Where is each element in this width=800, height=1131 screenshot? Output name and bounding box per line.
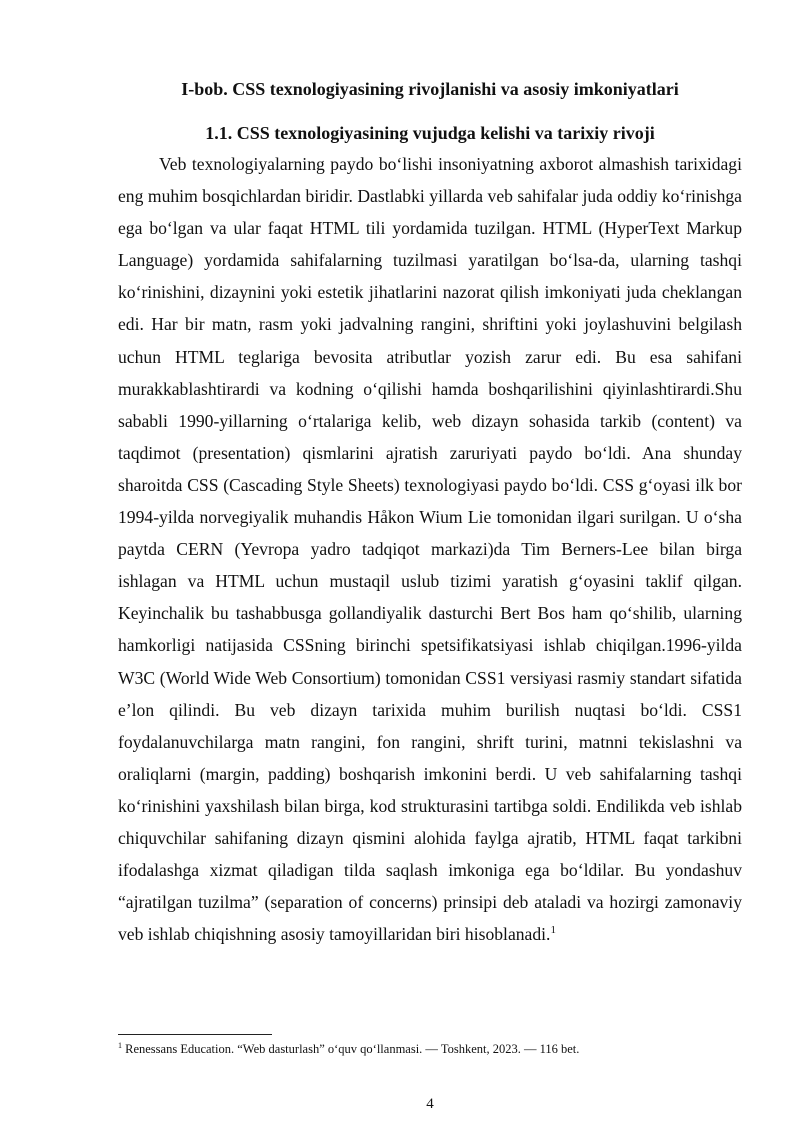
- section-title: 1.1. CSS texnologiyasining vujudga kelishi va tarixiy rivoji: [205, 123, 655, 143]
- body-paragraph-text: Veb texnologiyalarning paydo bo‘lishi insoniyatning axborot almashish tarixidagi eng muhim bosqichlardan biridir. Dastlabki yillarda veb sahifalar juda oddiy ko‘rinishga ega bo‘lgan va ular faqat HTML tili yordamida tuzilgan. HTML (HyperText Markup Language) yordamida sahifalarning tuzilmasi yaratilgan bo‘lsa-da, ularning tashqi ko‘rinishini, dizaynini yoki estetik jihatlarini nazorat qilish imkoniyati juda cheklangan edi. Har bir matn, rasm yoki jadvalning rangini, shriftini yoki joylashuvini belgilash uchun HTML teglariga bevosita atributlar yozish zarur edi. Bu esa sahifani murakkablashtirardi va kodning o‘qilishi hamda boshqarilishini qiyinlashtirardi.Shu sababli 1990-yillarning o‘rtalariga kelib, web dizayn sohasida tarkib (content) va taqdimot (presentation) qismlarini ajratish zaruriyati paydo bo‘ldi. Ana shunday sharoitda CSS (Cascading Style Sheets) texnologiyasi paydo bo‘ldi. CSS g‘oyasi ilk bor 1994-yilda norvegiyalik muhandis Håkon Wium Lie tomonidan ilgari surilgan. U o‘sha paytda CERN (Yevropa yadro tadqiqot markazi)da Tim Berners-Lee bilan birga ishlagan va HTML uchun mustaqil uslub tizimi yaratish g‘oyasini taklif qilgan. Keyinchalik bu tashabbusga gollandiyalik dasturchi Bert Bos ham qo‘shilib, ularning hamkorligi natijasida CSSning birinchi spetsifikatsiyasi ishlab chiqilgan.1996-yilda W3C (World Wide Web Consortium) tomonidan CSS1 versiyasi rasmiy standart sifatida e’lon qilindi. Bu veb dizayn tarixida muhim burilish nuqtasi bo‘ldi. CSS1 foydalanuvchilarga matn rangini, fon rangini, shrift turini, matnni tekislashni va oraliqlarni (margin, padding) boshqarish imkonini berdi. U veb sahifalarning tashqi ko‘rinishini yaxshilash bilan birga, kod strukturasini tartibga soldi. Endilikda veb ishlab chiquvchilar sahifaning dizayn qismini alohida faylga ajratib, HTML faqat tarkibni ifodalashga xizmat qiladigan tilda saqlash imkoniga ega bo‘ldilar. Bu yondashuv “ajratilgan tuzilma” (separation of concerns) prinsipi deb ataladi va hozirgi zamonaviy veb ishlab chiqishning asosiy tamoyillaridan biri hisoblanadi.: [118, 154, 742, 945]
- chapter-title: I-bob. CSS texnologiyasining rivojlanishi va asosiy imkoniyatlari: [181, 79, 679, 99]
- footnote-text: Renessans Education. “Web dasturlash” o‘quv qo‘llanmasi. — Toshkent, 2023. — 116 bet.: [122, 1042, 580, 1056]
- footnote: [118, 1041, 742, 1057]
- footnote-reference[interactable]: 1: [550, 924, 556, 937]
- page-number: 4: [426, 1096, 434, 1112]
- footnote-separator: [118, 1034, 272, 1035]
- footnote-mark: 1: [118, 1040, 122, 1050]
- body-paragraph: [118, 148, 742, 950]
